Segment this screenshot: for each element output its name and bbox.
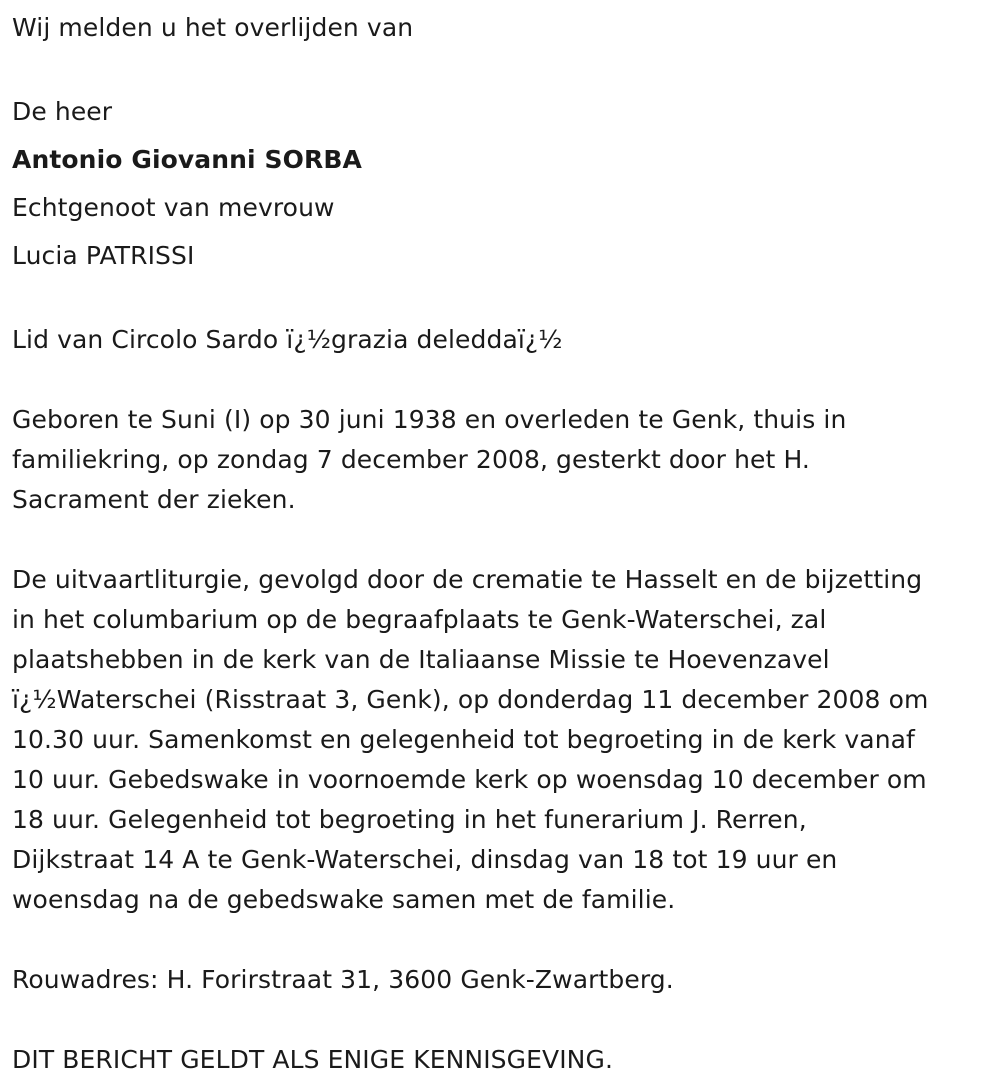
- mourning-address: Rouwadres: H. Forirstraat 31, 3600 Genk-Zwartberg.: [12, 965, 674, 994]
- membership: Lid van Circolo Sardo ï¿½grazia deleddaï¿½: [12, 325, 563, 354]
- spouse-label: Echtgenoot van mevrouw: [12, 193, 335, 222]
- spacer: [12, 48, 988, 88]
- closing-statement: DIT BERICHT GELDT ALS ENIGE KENNISGEVING.: [12, 1045, 613, 1074]
- spacer: [12, 920, 988, 960]
- spacer: [12, 360, 988, 400]
- salutation: De heer: [12, 97, 113, 126]
- spacer: [12, 280, 988, 320]
- spacer: [12, 1000, 988, 1040]
- deceased-name: Antonio Giovanni SORBA: [12, 145, 362, 174]
- spouse-name: Lucia PATRISSI: [12, 241, 195, 270]
- funeral-paragraph: De uitvaartliturgie, gevolgd door de crematie te Hasselt en de bijzetting in het columbarium op de begraafplaats te Genk-Waterschei, zal plaatshebben in de kerk van de Italiaanse Missie te Hoevenzavel ï¿½Waterschei (Risstraat 3, Genk), op donderdag 11 december 2008 om 10.30 uur. Samenkomst en gelegenheid tot begroeting in de kerk vanaf 10 uur. Gebedswake in voornoemde kerk op woensdag 10 december om 18 uur. Gelegenheid tot begroeting in het funerarium J. Rerren, Dijkstraat 14 A te Genk-Waterschei, dinsdag van 18 tot 19 uur en woensdag na de gebedswake samen met de familie.: [12, 565, 929, 914]
- birth-death-paragraph: Geboren te Suni (I) op 30 juni 1938 en overleden te Genk, thuis in familiekring, op zondag 7 december 2008, gesterkt door het H. Sacrament der zieken.: [12, 405, 847, 514]
- intro-text: Wij melden u het overlijden van: [12, 13, 414, 42]
- spacer: [12, 520, 988, 560]
